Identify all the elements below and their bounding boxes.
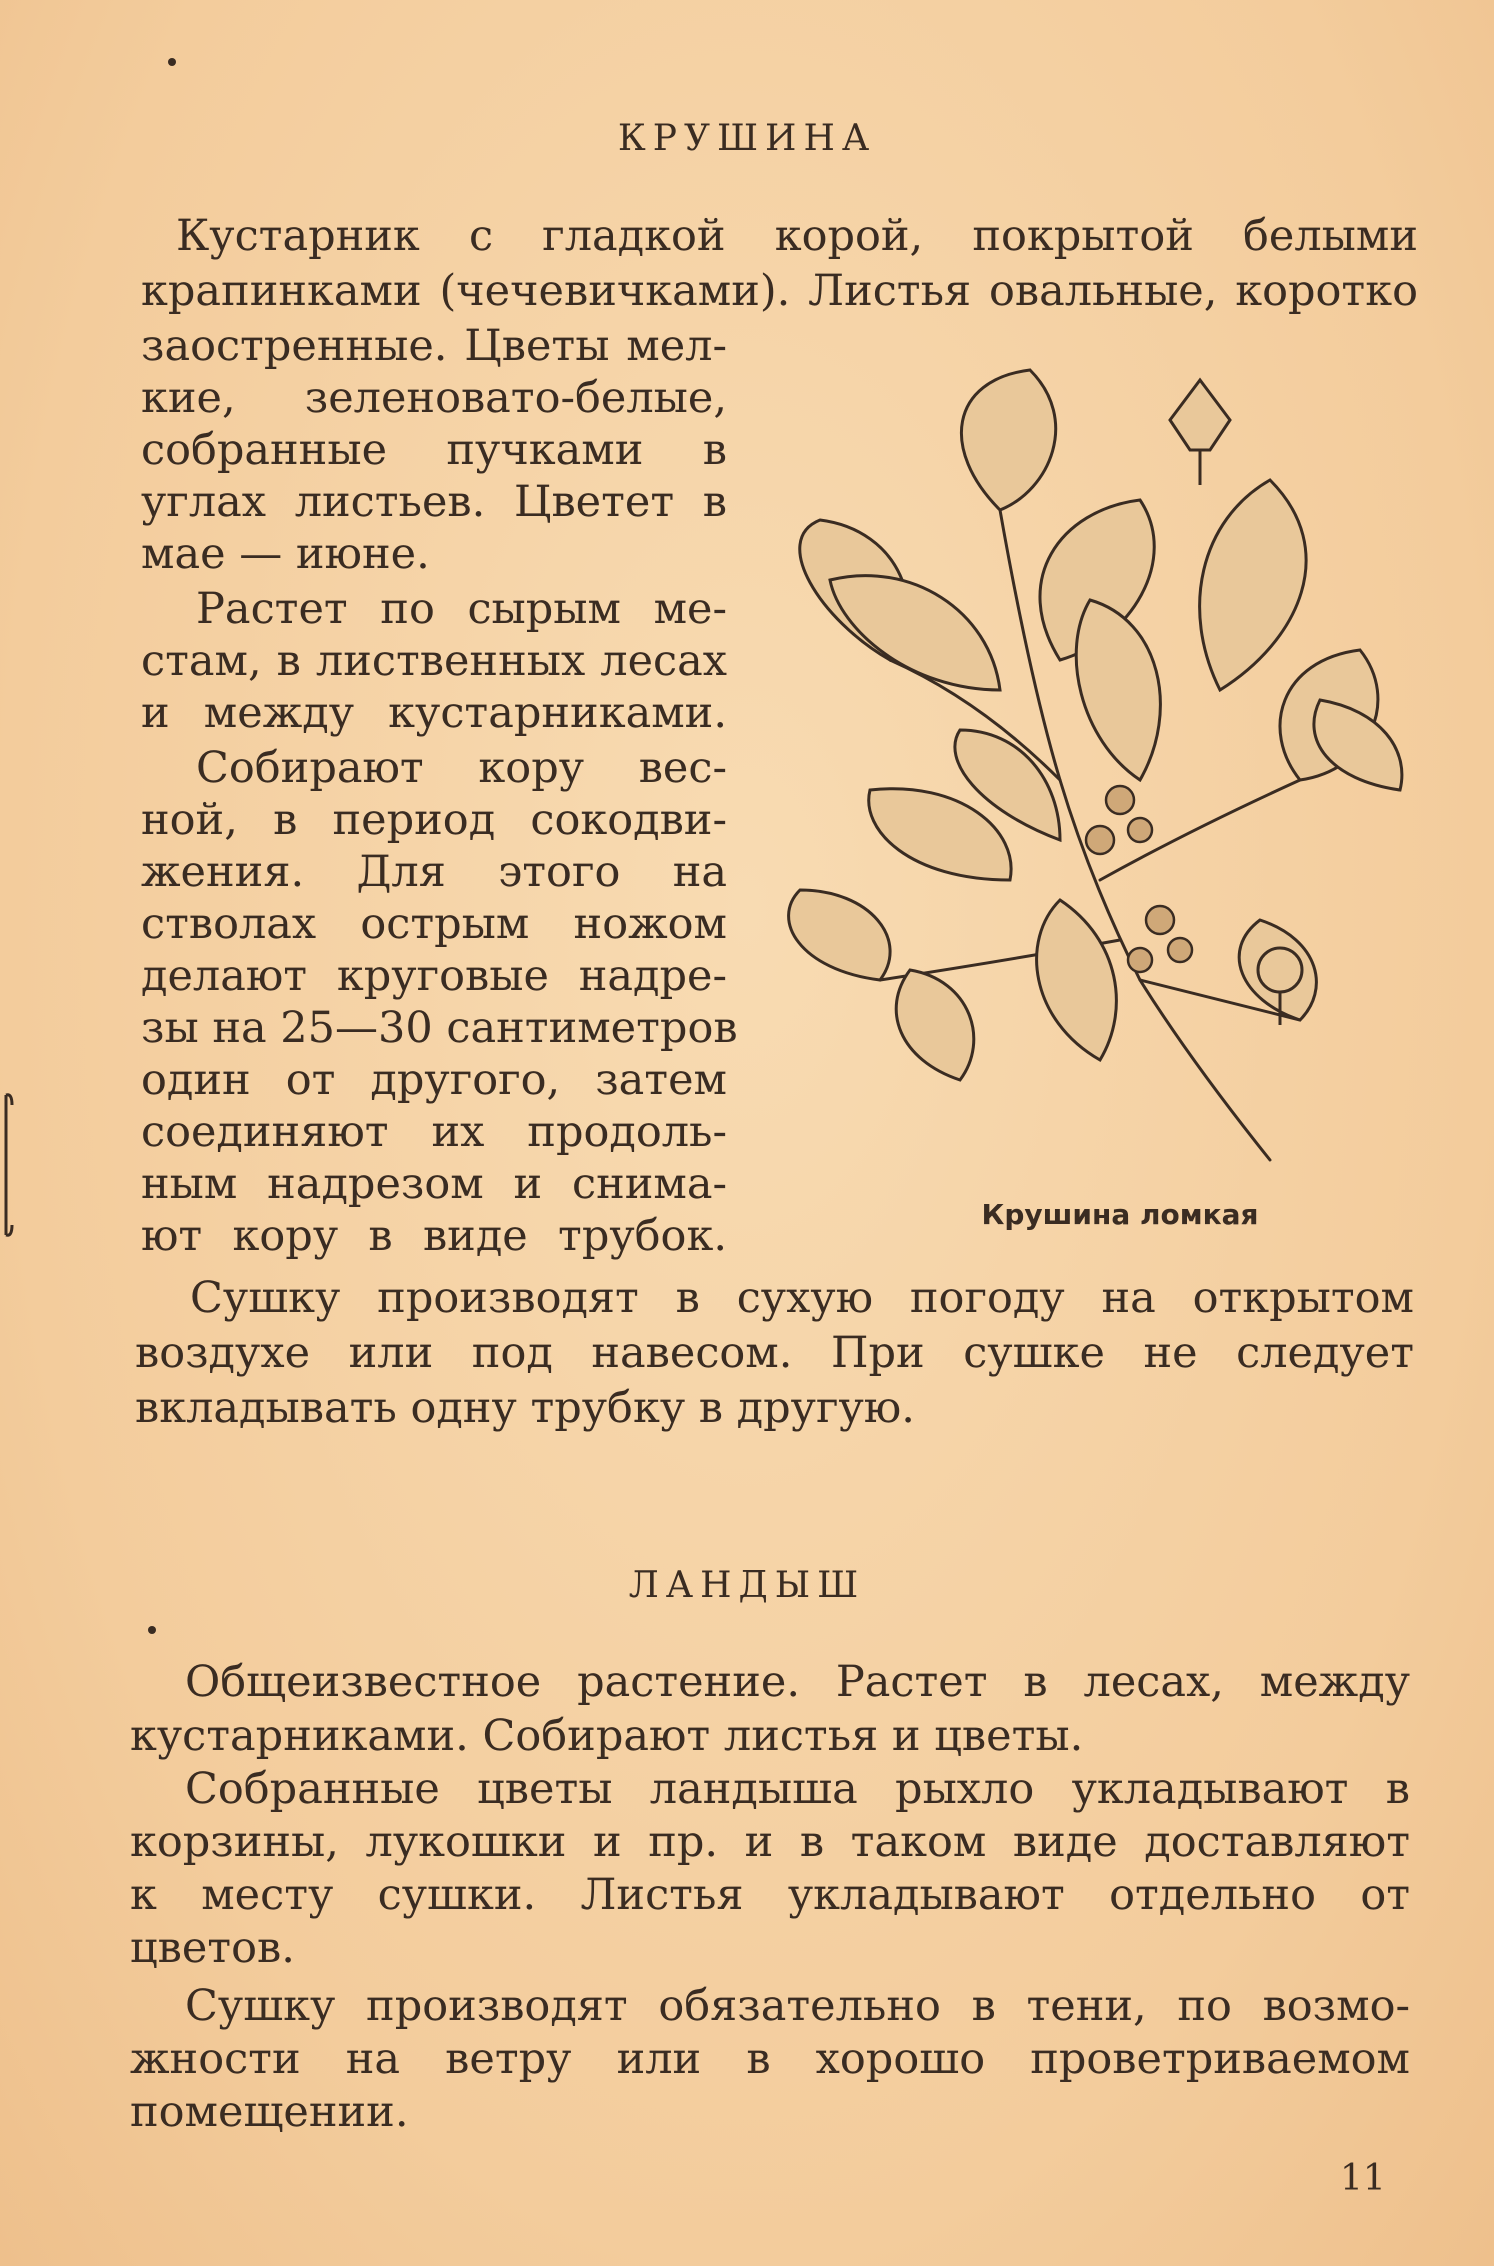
text-line: Собранные цветы ландыша рыхло укладывают в [185,1764,1410,1814]
text-line: ным надрезом и снима- [141,1159,727,1209]
leaf [961,370,1055,510]
binding-staple [0,1085,14,1255]
berry [1128,818,1152,842]
ink-speck [168,58,176,66]
buckthorn-illustration [760,360,1420,1180]
leaf [1314,700,1402,790]
section-title-krushina: КРУШИНА [617,118,877,159]
text-line: Кустарник с гладкой корой, покрытой белыми [176,211,1418,261]
berry [1168,938,1192,962]
text-line: и между кустарниками. [141,688,727,738]
text-line: цветов. [130,1923,295,1973]
leaf [896,970,974,1080]
ink-speck [148,1626,156,1634]
text-line: зы на 25—30 сантиметров [141,1003,738,1053]
text-line: ной, в период сокодви- [141,795,727,845]
flower-detail [1170,380,1230,450]
figure-caption: Крушина ломкая [981,1198,1259,1231]
leaf [1200,480,1306,690]
leaf [789,890,890,980]
text-line: мае — июне. [141,529,430,579]
text-line: воздухе или под навесом. При сушке не следует [135,1328,1414,1378]
text-line: к месту сушки. Листья укладывают отдельно от [130,1870,1410,1920]
text-line: делают круговые надре- [141,951,727,1001]
text-line: Собирают кору вес- [196,743,727,793]
text-line: Сушку производят обязательно в тени, по возмо- [185,1981,1410,2031]
text-line: Растет по сырым ме- [196,584,727,634]
text-line: жности на ветру или в хорошо проветриваемом [130,2034,1410,2084]
berry [1146,906,1174,934]
berry [1128,948,1152,972]
berry [1086,826,1114,854]
text-line: собранные пучками в [141,425,727,475]
text-line: кие, зеленовато-белые, [141,373,727,423]
leaf [1076,600,1160,780]
text-line: вкладывать одну трубку в другую. [135,1383,915,1433]
text-line: соединяют их продоль- [141,1107,727,1157]
text-line: один от другого, затем [141,1055,727,1105]
section-title-landysh: ЛАНДЫШ [628,1565,866,1606]
text-line: углах листьев. Цветет в [141,477,727,527]
text-line: заостренные. Цветы мел- [141,321,727,371]
text-line: Сушку производят в сухую погоду на открытом [190,1273,1414,1323]
text-line: кустарниками. Собирают листья и цветы. [130,1711,1084,1761]
berry [1106,786,1134,814]
leaf [1037,900,1117,1060]
text-line: помещении. [130,2087,409,2137]
text-line: корзины, лукошки и пр. и в таком виде доставляют [130,1817,1410,1867]
text-line: стволах острым ножом [141,899,727,949]
page-number: 11 [1340,2158,1386,2199]
text-line: Общеизвестное растение. Растет в лесах, между [185,1657,1410,1707]
text-line: стам, в лиственных лесах [141,636,727,686]
fruit-detail [1258,948,1302,992]
text-line: жения. Для этого на [141,847,727,897]
text-line: ют кору в виде трубок. [141,1211,727,1261]
text-line: крапинками (чечевичками). Листья овальные, коротко [141,266,1418,316]
